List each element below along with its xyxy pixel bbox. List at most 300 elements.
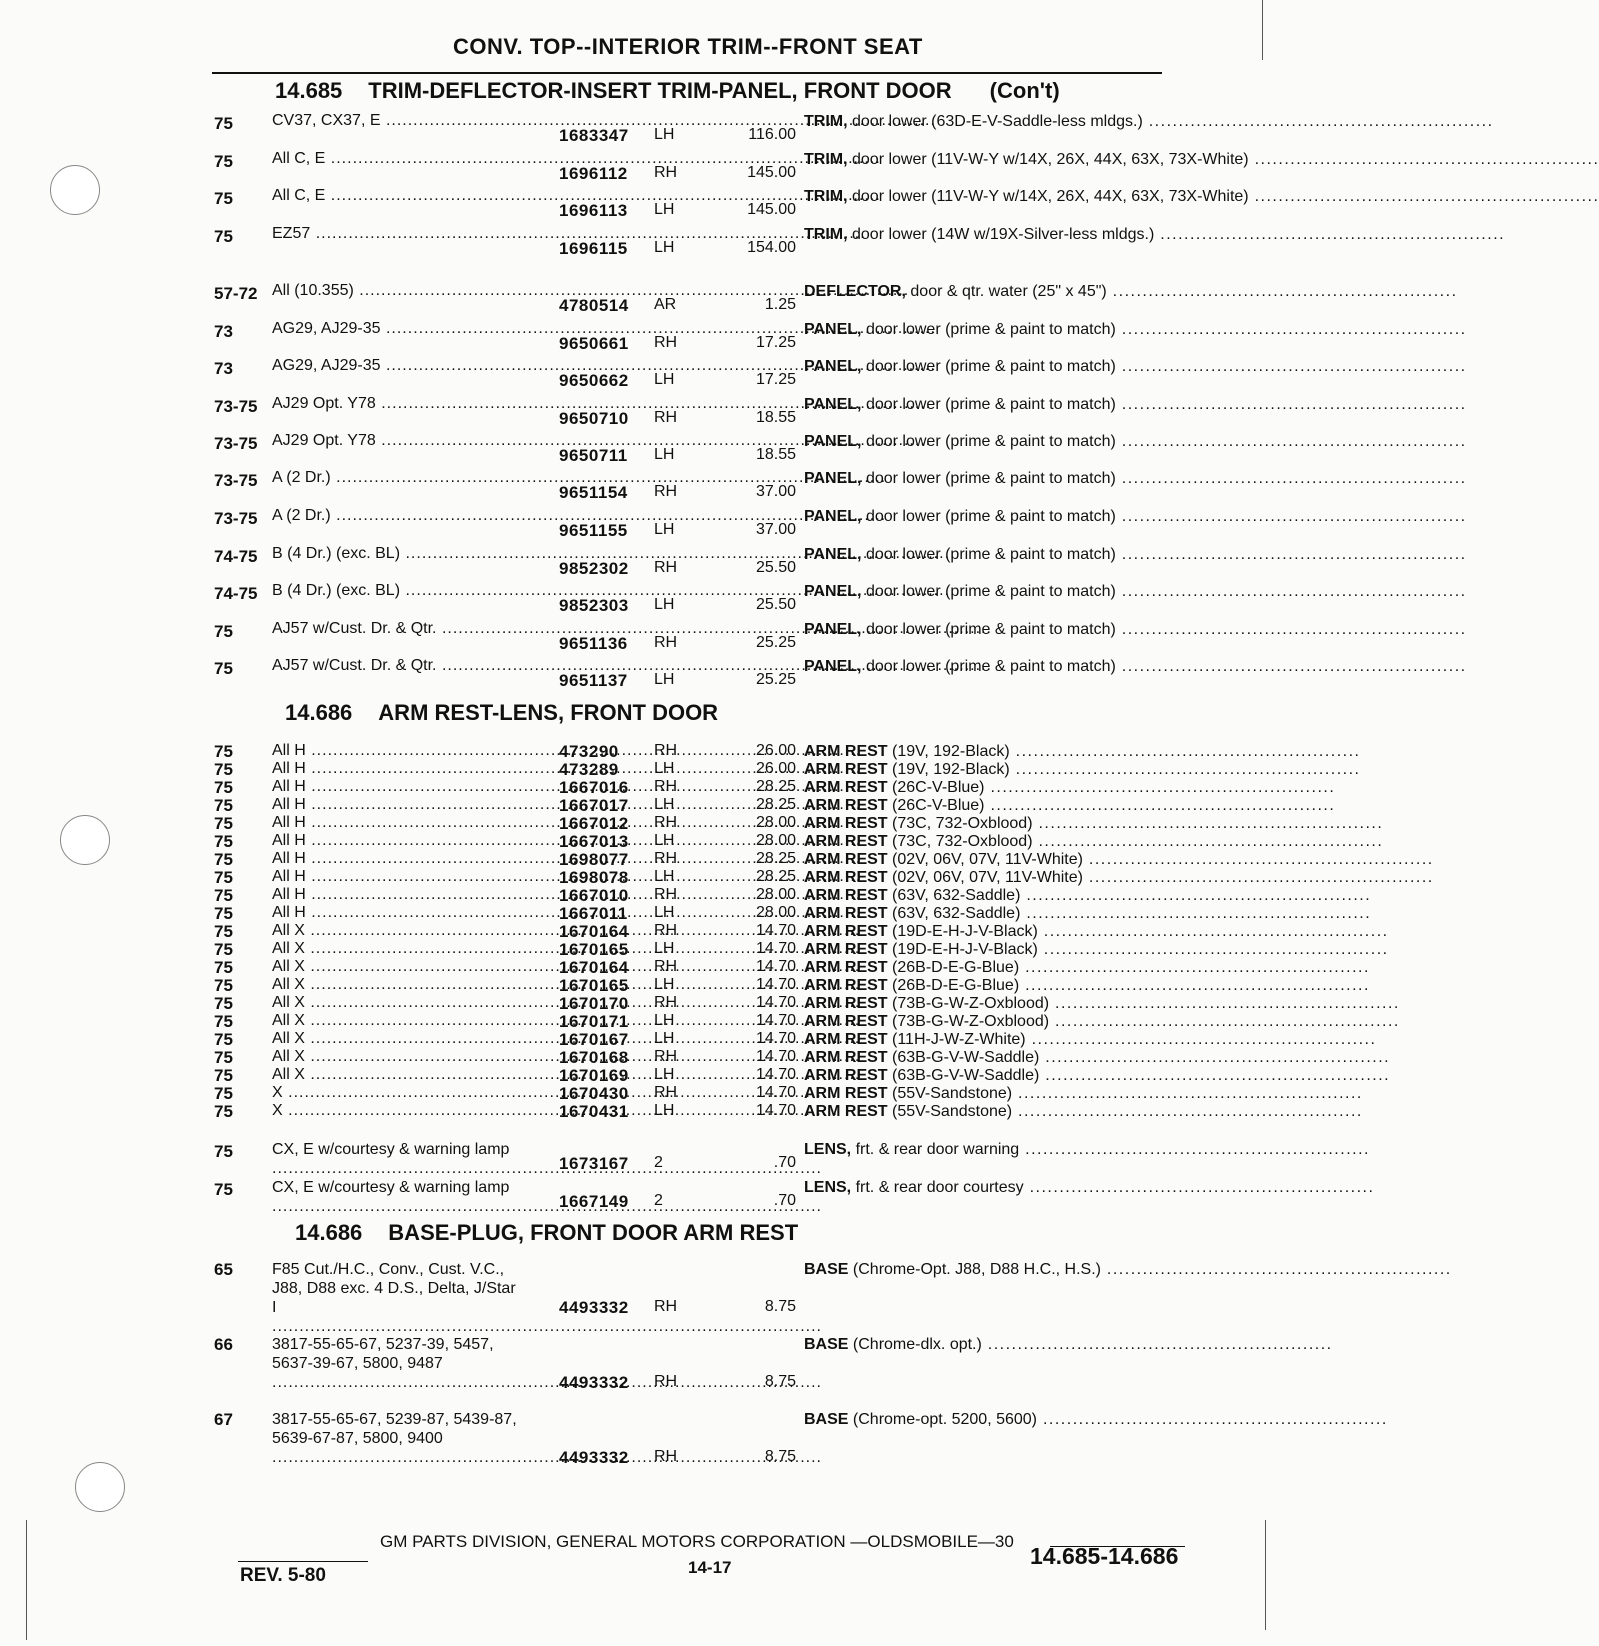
description-text: (02V, 06V, 07V, 11V-White) — [892, 851, 1083, 868]
description-text: (Chrome-dlx. opt.) — [852, 1336, 982, 1353]
description-name: ARM REST — [804, 815, 888, 832]
section-number: 14.685 — [275, 78, 343, 103]
leader-dots: .......................................................... — [1039, 1067, 1391, 1084]
leader-dots: .......................................................... — [1025, 1031, 1377, 1048]
section-title: BASE-PLUG, FRONT DOOR ARM REST — [388, 1220, 799, 1245]
part-number-cell: 4780514 — [559, 296, 629, 315]
quantity-cell: LH — [654, 671, 675, 688]
leader-dots: .......................................................... — [1009, 743, 1361, 760]
description-text: door lower (prime & paint to match) — [865, 358, 1116, 375]
part-number-cell: 1673167 — [559, 1154, 629, 1173]
section-number: 14.686 — [285, 700, 353, 725]
table-row — [214, 657, 1467, 693]
application-cell: All H ..... — [272, 742, 542, 760]
leader-dots: .......................................................... — [1082, 869, 1434, 886]
price-cell: 25.25 — [755, 671, 796, 688]
leader-dots: .......................................................... — [1100, 1261, 1452, 1278]
year-cell: 73-75 — [214, 471, 258, 490]
description-text: (55V-Sandstone) — [892, 1103, 1013, 1120]
application-cell: X ..... — [272, 1102, 542, 1120]
title-rule — [212, 72, 1162, 74]
application-cell: AJ57 w/Cust. Dr. & Qtr. ..... — [272, 657, 542, 675]
price-cell: 28.25 — [755, 850, 796, 867]
part-number-cell: 1670169 — [559, 1066, 629, 1085]
description-name: LENS, — [804, 1179, 852, 1196]
quantity-cell: LH — [654, 1102, 675, 1119]
description-name: LENS, — [804, 1141, 852, 1158]
description-cell — [804, 976, 1370, 995]
application-cell: All X ..... — [272, 976, 542, 994]
description-text: (55V-Sandstone) — [892, 1085, 1013, 1102]
leader-dots: .......................................................... — [1248, 151, 1599, 168]
leader-dots: .......................................................... — [1009, 761, 1361, 778]
description-text: frt. & rear door warning — [855, 1141, 1020, 1158]
application-cell: All H ..... — [272, 832, 542, 850]
description-text: door lower (prime & paint to match) — [865, 658, 1116, 675]
quantity-cell: LH — [654, 760, 675, 777]
year-cell: 75 — [214, 976, 233, 995]
quantity-cell: RH — [654, 1448, 678, 1465]
part-number-cell: 1698077 — [559, 850, 629, 869]
description-cell — [804, 832, 1384, 851]
description-text: (19D-E-H-J-V-Black) — [892, 941, 1038, 958]
price-cell: .70 — [773, 1192, 796, 1209]
description-text: (02V, 06V, 07V, 11V-White) — [892, 869, 1083, 886]
table-row — [214, 994, 1400, 1013]
table-row — [214, 1030, 1377, 1049]
price-cell: 28.25 — [755, 778, 796, 795]
description-cell — [804, 850, 1434, 869]
table-row — [214, 620, 1467, 656]
description-text: door lower (14W w/19X-Silver-less mldgs.) — [852, 226, 1155, 243]
description-cell — [804, 1140, 1370, 1176]
description-name: ARM REST — [804, 887, 888, 904]
leader-dots: .......................................................... — [1039, 1049, 1391, 1066]
part-number-cell: 1667017 — [559, 796, 629, 815]
quantity-cell: LH — [654, 1066, 675, 1083]
table-row — [214, 778, 1336, 797]
quantity-cell: LH — [654, 126, 675, 143]
description-text: door lower (prime & paint to match) — [865, 508, 1116, 525]
quantity-cell: RH — [654, 483, 678, 500]
leader-dots: .......................................................... — [1106, 283, 1458, 300]
price-cell: 28.00 — [755, 814, 796, 831]
description-text: (26C-V-Blue) — [892, 779, 985, 796]
description-text: door lower (prime & paint to match) — [865, 433, 1116, 450]
table-row — [214, 850, 1434, 869]
year-cell: 75 — [214, 922, 233, 941]
price-cell: 14.70 — [755, 1030, 796, 1047]
leader-dots: .......................................................... — [1019, 1141, 1370, 1158]
quantity-cell: LH — [654, 239, 675, 256]
year-cell: 75 — [214, 1030, 233, 1049]
quantity-cell: LH — [654, 904, 675, 921]
price-cell: 25.50 — [755, 596, 796, 613]
leader-dots: .......................................................... — [1248, 188, 1599, 205]
application-cell: 3817-55-65-67, 5239-87, 5439-87, 5639-67-87, 5800, 9400 ..... — [272, 1410, 522, 1467]
description-cell — [804, 187, 1599, 223]
quantity-cell: LH — [654, 976, 675, 993]
description-name: ARM REST — [804, 833, 888, 850]
part-number-cell: 9650662 — [559, 371, 629, 390]
description-cell — [804, 1012, 1400, 1031]
description-text: (19V, 192-Black) — [892, 743, 1010, 760]
price-cell: 116.00 — [748, 126, 796, 143]
description-name: DEFLECTOR, — [804, 283, 906, 300]
binder-hole-top — [50, 165, 100, 215]
description-cell — [804, 507, 1467, 543]
footer-revision: REV. 5-80 — [240, 1565, 326, 1586]
leader-dots: .......................................................... — [1154, 226, 1506, 243]
quantity-cell: RH — [654, 778, 678, 795]
description-cell — [804, 657, 1467, 693]
description-text: (11H-J-W-Z-White) — [892, 1031, 1026, 1048]
description-name: PANEL, — [804, 433, 862, 450]
description-text: door lower (prime & paint to match) — [865, 546, 1116, 563]
description-name: ARM REST — [804, 1103, 888, 1120]
table-row — [214, 886, 1372, 905]
year-cell: 75 — [214, 1102, 233, 1121]
table-row — [214, 1140, 1370, 1176]
description-name: ARM REST — [804, 743, 888, 760]
leader-dots: .......................................................... — [1012, 1103, 1363, 1120]
quantity-cell: RH — [654, 1084, 678, 1101]
section-heading-trim — [275, 78, 1060, 104]
application-cell: All H ..... — [272, 814, 542, 832]
year-cell: 75 — [214, 742, 233, 761]
description-text: door lower (11V-W-Y w/14X, 26X, 44X, 63X, 73X-White) — [852, 151, 1249, 168]
description-text: (73C, 732-Oxblood) — [892, 815, 1033, 832]
part-number-cell: 1670164 — [559, 922, 629, 941]
quantity-cell: AR — [654, 296, 677, 313]
page-edge-right-lower — [1265, 1520, 1266, 1630]
part-number-cell: 9852302 — [559, 559, 629, 578]
quantity-cell: LH — [654, 940, 675, 957]
description-name: TRIM, — [804, 226, 848, 243]
description-name: ARM REST — [804, 869, 888, 886]
description-name: PANEL, — [804, 470, 862, 487]
description-text: door & qtr. water (25" x 45") — [910, 283, 1107, 300]
price-cell: 28.00 — [755, 904, 796, 921]
leader-dots: .......................................................... — [1032, 815, 1384, 832]
description-text: door lower (prime & paint to match) — [865, 621, 1116, 638]
quantity-cell: RH — [654, 850, 678, 867]
price-cell: 14.70 — [755, 1012, 796, 1029]
description-cell — [804, 1084, 1363, 1103]
application-cell: All H ..... — [272, 886, 542, 904]
price-cell: 8.75 — [764, 1448, 796, 1465]
table-row — [214, 814, 1384, 833]
part-number-cell: 1670165 — [559, 940, 629, 959]
table-row — [214, 582, 1467, 618]
table-row — [214, 1102, 1363, 1121]
part-number-cell: 9651154 — [559, 483, 628, 502]
quantity-cell: LH — [654, 868, 675, 885]
application-cell: All H ..... — [272, 796, 542, 814]
leader-dots: .......................................................... — [1115, 321, 1467, 338]
description-name: PANEL, — [804, 621, 862, 638]
part-number-cell: 1670167 — [559, 1030, 629, 1049]
section-heading-arm-rest — [285, 700, 718, 726]
description-name: BASE — [804, 1336, 849, 1353]
quantity-cell: RH — [654, 958, 678, 975]
page-title: CONV. TOP--INTERIOR TRIM--FRONT SEAT — [453, 34, 923, 59]
table-row — [214, 282, 1458, 318]
price-cell: 28.00 — [755, 832, 796, 849]
leader-dots: .......................................................... — [1142, 113, 1494, 130]
application-cell: All X ..... — [272, 994, 542, 1012]
quantity-cell: RH — [654, 164, 678, 181]
application-cell: EZ57 ..... — [272, 225, 542, 243]
price-cell: 26.00 — [755, 760, 796, 777]
description-text: (26C-V-Blue) — [892, 797, 985, 814]
year-cell: 75 — [214, 227, 233, 246]
part-number-cell: 473289 — [559, 760, 619, 779]
part-number-cell: 1696113 — [559, 201, 628, 220]
price-cell: 37.00 — [755, 521, 796, 538]
section-continued: (Con't) — [989, 78, 1060, 103]
part-number-cell: 1667149 — [559, 1192, 629, 1211]
application-cell: AG29, AJ29-35 ..... — [272, 320, 542, 338]
description-name: PANEL, — [804, 546, 862, 563]
section-heading-base-plug — [295, 1220, 798, 1246]
footer-page-number: 14-17 — [688, 1558, 732, 1577]
quantity-cell: LH — [654, 796, 675, 813]
table-row — [214, 507, 1467, 543]
leader-dots: .......................................................... — [984, 779, 1336, 796]
application-cell: B (4 Dr.) (exc. BL) ..... — [272, 545, 542, 563]
year-cell: 73-75 — [214, 397, 258, 416]
part-number-cell: 1698078 — [559, 868, 629, 887]
part-number-cell: 9650661 — [559, 334, 629, 353]
leader-dots: .......................................................... — [1115, 470, 1467, 487]
price-cell: 8.75 — [764, 1298, 796, 1315]
year-cell: 75 — [214, 152, 233, 171]
description-text: (63V, 632-Saddle) — [892, 905, 1021, 922]
leader-dots: .......................................................... — [1049, 1013, 1400, 1030]
description-cell — [804, 1260, 1452, 1320]
quantity-cell: LH — [654, 596, 675, 613]
price-cell: 25.25 — [755, 634, 796, 651]
table-row — [214, 976, 1370, 995]
table-row — [214, 320, 1467, 356]
application-cell: X ..... — [272, 1084, 542, 1102]
description-text: frt. & rear door courtesy — [855, 1179, 1024, 1196]
description-name: PANEL, — [804, 358, 862, 375]
quantity-cell: RH — [654, 559, 678, 576]
leader-dots: .......................................................... — [1049, 995, 1400, 1012]
part-number-cell: 1670165 — [559, 976, 629, 995]
quantity-cell: LH — [654, 1030, 675, 1047]
year-cell: 66 — [214, 1335, 233, 1354]
price-cell: 14.70 — [755, 1066, 796, 1083]
part-number-cell: 1696115 — [559, 239, 628, 258]
part-number-cell: 1683347 — [559, 126, 629, 145]
price-cell: 8.75 — [764, 1373, 796, 1390]
part-number-cell: 473290 — [559, 742, 619, 761]
application-cell: All H ..... — [272, 904, 542, 922]
leader-dots: .......................................................... — [1037, 941, 1389, 958]
quantity-cell: 2 — [654, 1192, 663, 1209]
year-cell: 73-75 — [214, 509, 258, 528]
year-cell: 73 — [214, 322, 233, 341]
description-text: (Chrome-Opt. J88, D88 H.C., H.S.) — [852, 1261, 1101, 1278]
year-cell: 75 — [214, 1084, 233, 1103]
description-name: ARM REST — [804, 797, 888, 814]
part-number-cell: 9852303 — [559, 596, 629, 615]
description-name: ARM REST — [804, 851, 888, 868]
description-text: (19V, 192-Black) — [892, 761, 1010, 778]
table-row — [214, 1260, 1452, 1320]
description-cell — [804, 940, 1389, 959]
page-edge-right — [1262, 0, 1263, 60]
description-cell — [804, 395, 1467, 431]
description-cell — [804, 582, 1467, 618]
price-cell: 14.70 — [755, 976, 796, 993]
description-name: ARM REST — [804, 905, 888, 922]
quantity-cell: RH — [654, 634, 678, 651]
part-number-cell: 1670168 — [559, 1048, 629, 1067]
table-row — [214, 1066, 1391, 1085]
part-number-cell: 1667013 — [559, 832, 629, 851]
description-cell — [804, 922, 1389, 941]
leader-dots: .......................................................... — [1115, 396, 1467, 413]
description-name: ARM REST — [804, 1049, 888, 1066]
price-cell: 14.70 — [755, 994, 796, 1011]
footer-group-range: 14.685-14.686 — [1030, 1543, 1179, 1569]
description-text: (26B-D-E-G-Blue) — [892, 959, 1020, 976]
quantity-cell: RH — [654, 334, 678, 351]
year-cell: 67 — [214, 1410, 233, 1429]
application-cell: All X ..... — [272, 1012, 542, 1030]
description-name: ARM REST — [804, 941, 888, 958]
year-cell: 75 — [214, 850, 233, 869]
leader-dots: .......................................................... — [1012, 1085, 1363, 1102]
price-cell: 26.00 — [755, 742, 796, 759]
description-text: door lower (prime & paint to match) — [865, 583, 1116, 600]
table-row — [214, 1084, 1363, 1103]
description-text: door lower (prime & paint to match) — [865, 321, 1116, 338]
price-cell: 14.70 — [755, 940, 796, 957]
table-row — [214, 1178, 1375, 1214]
part-number-cell: 1670171 — [559, 1012, 629, 1031]
description-cell — [804, 814, 1384, 833]
description-cell — [804, 432, 1467, 468]
part-number-cell: 1667016 — [559, 778, 629, 797]
description-text: door lower (63D-E-V-Saddle-less mldgs.) — [852, 113, 1143, 130]
description-name: TRIM, — [804, 188, 848, 205]
quantity-cell: LH — [654, 832, 675, 849]
year-cell: 75 — [214, 832, 233, 851]
part-number-cell: 1670431 — [559, 1102, 629, 1121]
description-cell — [804, 1102, 1363, 1121]
description-name: PANEL, — [804, 508, 862, 525]
description-cell — [804, 282, 1458, 318]
price-cell: 145.00 — [747, 201, 796, 218]
leader-dots: .......................................................... — [1115, 621, 1467, 638]
year-cell: 57-72 — [214, 284, 258, 303]
application-cell: All H ..... — [272, 868, 542, 886]
part-number-cell: 4493332 — [559, 1298, 629, 1317]
year-cell: 75 — [214, 1048, 233, 1067]
quantity-cell: LH — [654, 521, 675, 538]
description-cell — [804, 760, 1361, 779]
table-row — [214, 742, 1361, 761]
description-cell — [804, 1410, 1388, 1470]
description-cell — [804, 778, 1336, 797]
year-cell: 75 — [214, 622, 233, 641]
leader-dots: .......................................................... — [1115, 508, 1467, 525]
description-cell — [804, 958, 1370, 977]
description-cell — [804, 357, 1467, 393]
year-cell: 75 — [214, 778, 233, 797]
leader-dots: .......................................................... — [1082, 851, 1434, 868]
year-cell: 75 — [214, 760, 233, 779]
application-cell: All H ..... — [272, 760, 542, 778]
description-cell — [804, 904, 1372, 923]
part-number-cell: 1670430 — [559, 1084, 629, 1103]
description-text: (63B-G-V-W-Saddle) — [892, 1067, 1040, 1084]
description-name: TRIM, — [804, 151, 848, 168]
year-cell: 75 — [214, 868, 233, 887]
quantity-cell: RH — [654, 886, 678, 903]
year-cell: 75 — [214, 904, 233, 923]
application-cell: A (2 Dr.) ..... — [272, 507, 542, 525]
table-row — [214, 150, 1599, 186]
description-cell — [804, 1030, 1377, 1049]
leader-dots: .......................................................... — [1115, 546, 1467, 563]
description-text: door lower (prime & paint to match) — [865, 396, 1116, 413]
application-cell: All X ..... — [272, 1048, 542, 1066]
description-cell — [804, 886, 1372, 905]
table-row — [214, 1012, 1400, 1031]
application-cell: All X ..... — [272, 1066, 542, 1084]
application-cell: AG29, AJ29-35 ..... — [272, 357, 542, 375]
application-cell: A (2 Dr.) ..... — [272, 469, 542, 487]
quantity-cell: LH — [654, 201, 675, 218]
part-number-cell: 9651155 — [559, 521, 628, 540]
price-cell: 28.25 — [755, 796, 796, 813]
part-number-cell: 9651136 — [559, 634, 628, 653]
application-cell: F85 Cut./H.C., Conv., Cust. V.C., J88, D88 exc. 4 D.S., Delta, J/Star I ..... — [272, 1260, 522, 1336]
table-row — [214, 796, 1336, 815]
application-cell: All (10.355) ..... — [272, 282, 542, 300]
year-cell: 73 — [214, 359, 233, 378]
year-cell: 65 — [214, 1260, 233, 1279]
table-row — [214, 1410, 1388, 1470]
binder-hole-middle — [60, 815, 110, 865]
part-number-cell: 1670164 — [559, 958, 629, 977]
section-number: 14.686 — [295, 1220, 363, 1245]
price-cell: 17.25 — [755, 371, 796, 388]
application-cell: All X ..... — [272, 958, 542, 976]
description-name: ARM REST — [804, 977, 888, 994]
part-number-cell: 1670170 — [559, 994, 629, 1013]
price-cell: 14.70 — [755, 1084, 796, 1101]
description-cell — [804, 1066, 1391, 1085]
description-name: TRIM, — [804, 113, 848, 130]
quantity-cell: 2 — [654, 1154, 663, 1171]
quantity-cell: RH — [654, 814, 678, 831]
price-cell: 1.25 — [764, 296, 796, 313]
description-cell — [804, 150, 1599, 186]
application-cell: All X ..... — [272, 1030, 542, 1048]
leader-dots: .......................................................... — [1115, 358, 1467, 375]
table-row — [214, 922, 1389, 941]
leader-dots: .......................................................... — [1019, 977, 1370, 994]
application-cell: All C, E ..... — [272, 150, 542, 168]
description-name: BASE — [804, 1261, 849, 1278]
